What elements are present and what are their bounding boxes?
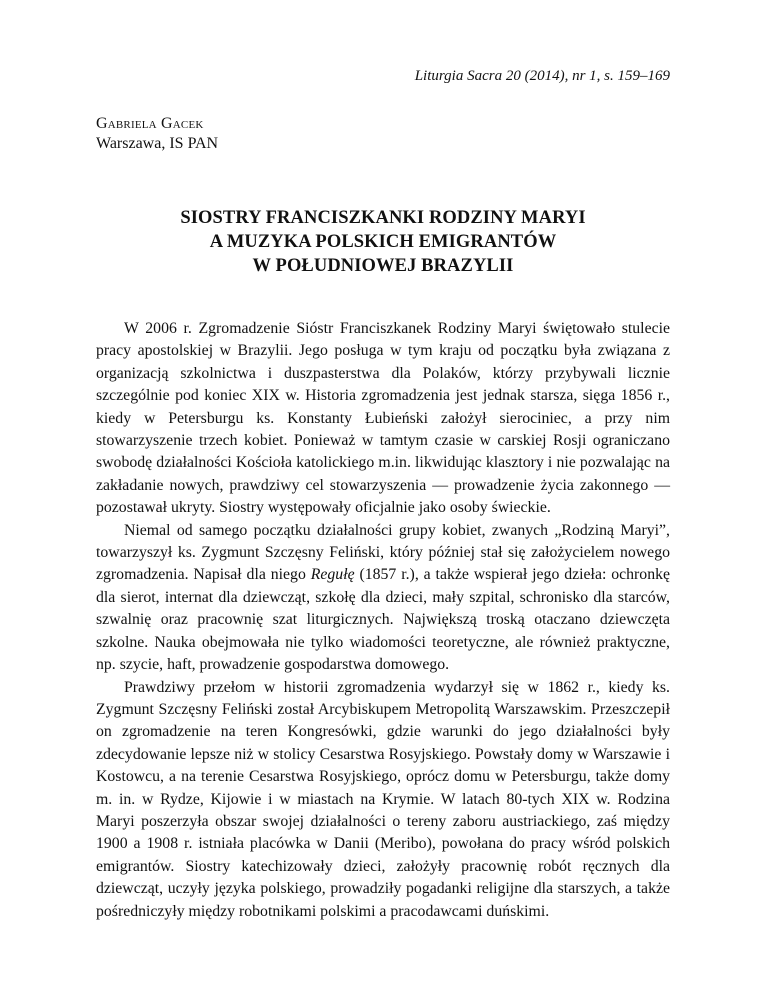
regula-italic: Regułę <box>310 566 355 584</box>
title-line-1: SIOSTRY FRANCISZKANKI RODZINY MARYI <box>180 208 586 228</box>
title-line-3: W POŁUDNIOWEJ BRAZYLII <box>252 256 514 276</box>
paragraph-3: Prawdziwy przełom w historii zgromadzenia wydarzył się w 1862 r., kiedy ks. Zygmunt Szczęsny Feliński został Arcybiskupem Metropolitą Warszawskim. Przeszczepił on zgromadzenie na teren Kongresówki, gdzie warunki do jego działalności były zdecydowanie lepsze niż w stolicy Cesarstwa Rosyjskiego. Powstały domy w Warszawie i Kostowcu, a na terenie Cesarstwa Rosyjskiego, oprócz domu w Petersburgu, także domy m. in. w Rydze, Kijowie i w miastach na Krymie. W latach 80-tych XIX w. Rodzina Maryi poszerzyła obszar swojej działalności o tereny zaboru austriackiego, zaś między 1900 a 1908 r. istniała placówka w Danii (Meribo), powołana do pracy wśród polskich emigrantów. Siostry katechizowały dzieci, założyły pracownię robót ręcznych dla dziewcząt, uczyły języka polskiego, prowadziły pogadanki religijne dla starszych, a także pośredniczyły między robotnikami polskimi a pracodawcami duńskimi. <box>96 678 670 920</box>
author-affiliation: Warszawa, IS PAN <box>96 135 219 152</box>
article-body <box>96 318 670 923</box>
article-title <box>96 206 670 278</box>
author-name: Gabriela Gacek <box>96 115 204 132</box>
paragraph-1: W 2006 r. Zgromadzenie Sióstr Franciszkanek Rodziny Maryi świętowało stulecie pracy apostolskiej w Brazylii. Jego posługa w tym kraju od początku była związana z organizacją szkolnictwa i duszpasterstwa dla Polaków, którzy przybywali licznie szczególnie pod koniec XIX w. Historia zgromadzenia jest jednak starsza, sięga 1856 r., kiedy w Petersburgu ks. Konstanty Łubieński założył sierociniec, a przy nim stowarzyszenie trzech kobiet. Ponieważ w tamtym czasie w carskiej Rosji ograniczano swobodę działalności Kościoła katolickiego m.in. likwidując klasztory i nie pozwalając na zakładanie nowych, prawdziwy cel stowarzyszenia — prowadzenie życia zakonnego — pozostawał ukryty. Siostry występowały oficjalnie jako osoby świeckie. <box>96 320 670 517</box>
paragraph-2 <box>96 520 670 677</box>
title-line-2: A MUZYKA POLSKICH EMIGRANTÓW <box>209 232 557 252</box>
paragraph-2-part-a: Niemal od samego początku działalności grupy kobiet, zwanych „Rodziną Maryi”, towarzyszył ks. Zygmunt Szczęsny Feliński, który później stał się założycielem nowego zgromadzenia. Napisał dla niego <box>96 521 670 584</box>
author-block <box>96 114 218 154</box>
journal-reference: Liturgia Sacra 20 (2014), nr 1, s. 159–169 <box>414 68 670 84</box>
paragraph-2-part-b: (1857 r.), a także wspierał jego dzieła: ochronkę dla sierot, internat dla dziewcząt, szkołę dla dzieci, mały szpital, schronisko dla starców, szwalnię oraz pracownię szat liturgicznych. Największą troską otaczano dziewczęta szkolne. Nauka obejmowała nie tylko wiadomości teoretyczne, ale również praktyczne, np. szycie, haft, prowadzenie gospodarstwa domowego. <box>96 566 670 674</box>
